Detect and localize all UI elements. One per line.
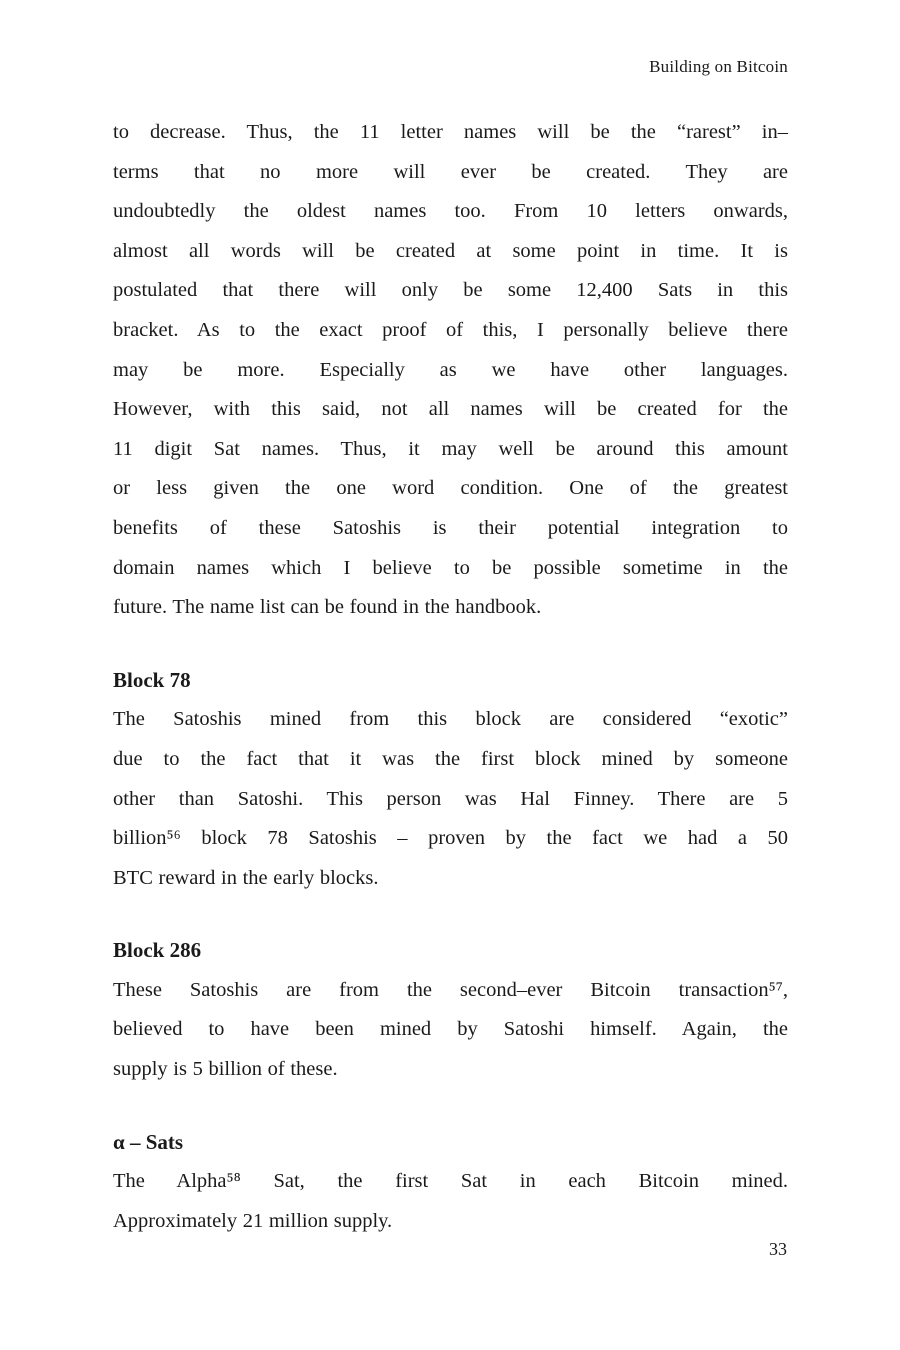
page-number: 33	[769, 1239, 787, 1259]
text-line: domain names which I believe to be possible sometime in the	[113, 556, 788, 579]
text-line: postulated that there will only be some 12,400 Sats in this	[113, 279, 788, 302]
text-line: other than Satoshi. This person was Hal Finney. There are 5	[113, 787, 788, 810]
heading-alpha-sats: α – Sats	[113, 1129, 184, 1154]
text-line: The Alpha⁵⁸ Sat, the first Sat in each Bitcoin mined.	[113, 1170, 788, 1193]
text-line: benefits of these Satoshis is their potential integration to	[113, 516, 788, 539]
text-line: Approximately 21 million supply.	[113, 1209, 393, 1232]
block-78-paragraph	[113, 700, 788, 898]
text-line: bracket. As to the exact proof of this, I personally believe there	[113, 318, 788, 341]
text-line: or less given the one word condition. One of the greatest	[113, 477, 788, 500]
intro-paragraph	[113, 113, 788, 628]
heading-block-78: Block 78	[113, 667, 191, 692]
text-line: believed to have been mined by Satoshi himself. Again, the	[113, 1018, 788, 1041]
text-line: future. The name list can be found in the handbook.	[113, 596, 542, 619]
text-line: BTC reward in the early blocks.	[113, 866, 379, 889]
heading-block-286: Block 286	[113, 938, 202, 963]
text-line: almost all words will be created at some point in time. It is	[113, 239, 788, 262]
text-line: supply is 5 billion of these.	[113, 1058, 338, 1081]
text-line: may be more. Especially as we have other languages.	[113, 358, 788, 381]
text-line: terms that no more will ever be created. They are	[113, 160, 788, 183]
text-line: to decrease. Thus, the 11 letter names will be the “rarest” in–	[113, 121, 788, 143]
page-content	[113, 57, 788, 1241]
running-header: Building on Bitcoin	[649, 57, 788, 76]
block-286-paragraph	[113, 971, 788, 1090]
text-line: billion⁵⁶ block 78 Satoshis – proven by the fact we had a 50	[113, 827, 788, 850]
text-line: due to the fact that it was the first block mined by someone	[113, 747, 788, 770]
text-line: However, with this said, not all names will be created for the	[113, 398, 788, 421]
text-line: 11 digit Sat names. Thus, it may well be around this amount	[113, 437, 788, 460]
text-line: These Satoshis are from the second–ever Bitcoin transaction⁵⁷,	[113, 978, 788, 1001]
text-line: The Satoshis mined from this block are considered “exotic”	[113, 708, 788, 731]
text-line: undoubtedly the oldest names too. From 10 letters onwards,	[113, 200, 788, 223]
alpha-sats-paragraph	[113, 1162, 788, 1241]
